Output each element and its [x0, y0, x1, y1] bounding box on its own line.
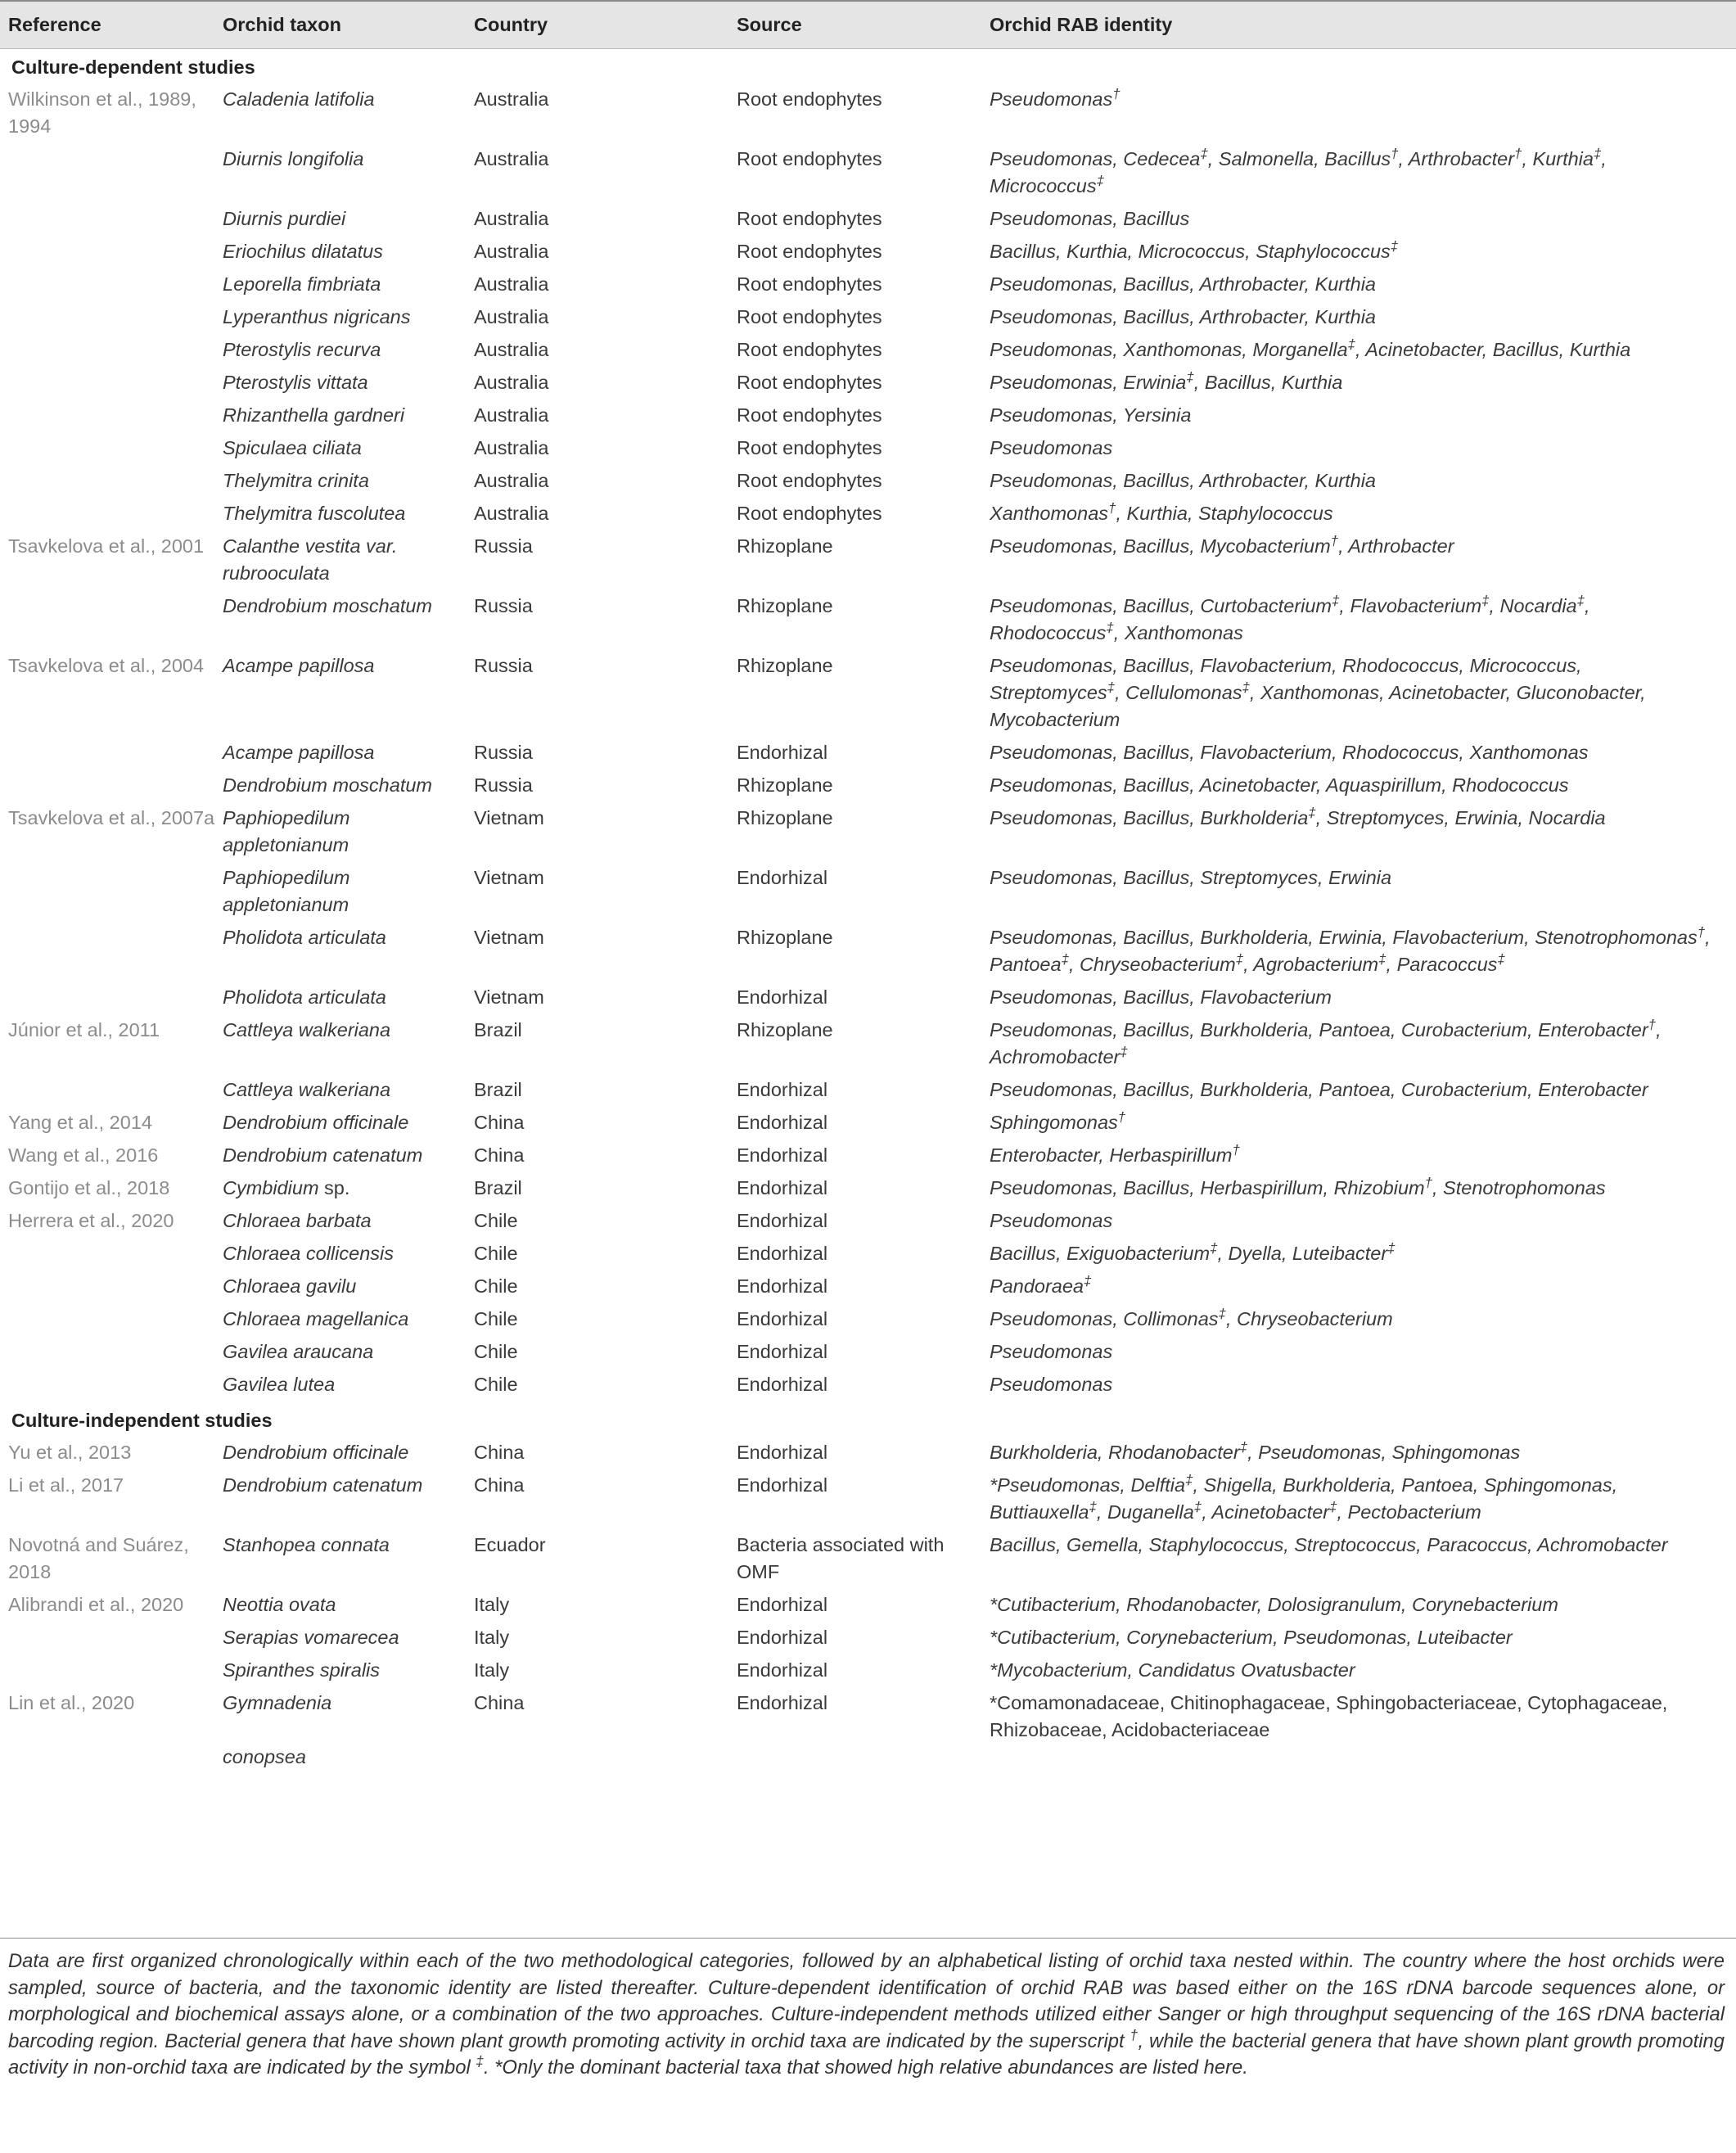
table-row — [0, 466, 1736, 499]
country-cell: Russia — [474, 741, 533, 763]
header-source: Source — [732, 1, 990, 48]
rab-identity-cell: Pseudomonas, Collimonas‡, Chryseobacterium — [990, 1305, 1393, 1329]
rab-identity-cell: Pandoraea‡ — [990, 1272, 1092, 1297]
source-cell: Root endophytes — [737, 436, 882, 458]
taxon-name: Thelymitra fuscolutea — [223, 502, 406, 524]
table-row — [0, 1623, 1736, 1655]
source-cell: Rhizoplane — [737, 1018, 833, 1040]
reference-cell: Lin et al., 2020 — [8, 1691, 135, 1713]
source-cell: Rhizoplane — [737, 535, 833, 557]
orchid-taxon-cell — [216, 1075, 474, 1108]
reference-cell — [0, 433, 216, 466]
table-row — [0, 1173, 1736, 1206]
table-row — [0, 531, 1736, 591]
table-row — [0, 1140, 1736, 1173]
orchid-taxon-cell — [216, 144, 474, 204]
orchid-taxon-cell — [216, 1108, 474, 1140]
rab-identity-cell: Pseudomonas, Bacillus — [990, 207, 1190, 229]
orchid-taxon-cell — [216, 204, 474, 237]
source-cell: Endorhizal — [737, 1340, 828, 1362]
source-cell: Endorhizal — [737, 1691, 828, 1713]
country-cell: China — [474, 1474, 525, 1496]
rab-identity-cell: Pseudomonas, Bacillus, Streptomyces, Erwinia — [990, 866, 1392, 888]
taxon-name: Cattleya walkeriana — [223, 1018, 391, 1040]
source-cell: Endorhizal — [737, 1209, 828, 1231]
table-row — [0, 1337, 1736, 1370]
rab-identity-cell: Pseudomonas — [990, 1340, 1113, 1362]
country-cell: Ecuador — [474, 1533, 546, 1555]
reference-cell — [0, 738, 216, 770]
country-cell: Italy — [474, 1593, 510, 1615]
reference-cell — [0, 1623, 216, 1655]
taxon-name: Pholidota articulata — [223, 986, 386, 1008]
header-rab-identity: Orchid RAB identity — [990, 1, 1736, 48]
rab-identity-cell: Pseudomonas, Bacillus, Arthrobacter, Kurthia — [990, 305, 1376, 327]
table-row — [0, 1438, 1736, 1470]
source-cell: Root endophytes — [737, 404, 882, 426]
orchid-taxon-cell — [216, 1590, 474, 1623]
reference-cell: Yu et al., 2013 — [8, 1441, 132, 1463]
table-row — [0, 770, 1736, 803]
table-row — [0, 803, 1736, 863]
rab-identity-cell: *Cutibacterium, Rhodanobacter, Dolosigranulum, Corynebacterium — [990, 1593, 1558, 1615]
rab-identity-cell: Burkholderia, Rhodanobacter‡, Pseudomonas, Sphingomonas — [990, 1438, 1521, 1463]
orchid-taxon-cell — [216, 433, 474, 466]
table-row — [0, 651, 1736, 738]
rab-identity-cell: Pseudomonas, Erwinia‡, Bacillus, Kurthia — [990, 368, 1343, 393]
orchid-taxon-cell — [216, 1530, 474, 1590]
country-cell: Brazil — [474, 1018, 522, 1040]
reference-cell — [0, 1075, 216, 1108]
rab-identity-cell: Pseudomonas, Bacillus, Arthrobacter, Kurthia — [990, 273, 1376, 295]
country-cell: China — [474, 1691, 525, 1713]
reference-cell: Gontijo et al., 2018 — [8, 1176, 170, 1198]
reference-cell — [0, 982, 216, 1015]
orchid-taxon-cell — [216, 1337, 474, 1370]
rab-identity-cell: Pseudomonas — [990, 436, 1113, 458]
reference-cell — [0, 144, 216, 204]
rab-identity-cell: Pseudomonas, Cedecea‡, Salmonella, Bacillus†, Arthrobacter†, Kurthia‡, Micrococcus‡ — [990, 145, 1607, 196]
reference-cell — [0, 591, 216, 651]
taxon-name: Acampe papillosa — [223, 654, 375, 676]
rab-identity-cell: Pseudomonas, Bacillus, Flavobacterium, Rhodococcus, Xanthomonas — [990, 741, 1589, 763]
rab-identity-cell: Bacillus, Gemella, Staphylococcus, Streptococcus, Paracoccus, Achromobacter — [990, 1533, 1668, 1555]
reference-cell — [0, 499, 216, 531]
reference-cell — [0, 466, 216, 499]
table-row — [0, 1530, 1736, 1590]
reference-cell — [0, 335, 216, 368]
rab-identity-cell: Bacillus, Exiguobacterium‡, Dyella, Luteibacter‡ — [990, 1239, 1396, 1264]
source-cell: Root endophytes — [737, 147, 882, 169]
table-row — [0, 923, 1736, 982]
orchid-taxon-cell — [216, 803, 474, 863]
country-cell: Brazil — [474, 1176, 522, 1198]
rab-identity-cell: *Pseudomonas, Delftia‡, Shigella, Burkholderia, Pantoea, Sphingomonas, Buttiauxella‡, Duganella‡, Acinetobacter‡, Pectobacterium — [990, 1471, 1618, 1523]
taxon-name: Chloraea magellanica — [223, 1307, 409, 1329]
orchid-taxon-cell — [216, 1655, 474, 1688]
country-cell: Vietnam — [474, 806, 544, 828]
taxon-name: Cymbidium — [223, 1176, 319, 1198]
reference-cell — [0, 1271, 216, 1304]
header-country: Country — [474, 1, 732, 48]
orchid-taxon-cell — [216, 1239, 474, 1271]
reference-cell — [0, 302, 216, 335]
orchid-taxon-cell — [216, 335, 474, 368]
country-cell: Australia — [474, 371, 549, 393]
source-cell: Rhizoplane — [737, 774, 833, 796]
source-cell: Root endophytes — [737, 371, 882, 393]
country-cell: Australia — [474, 273, 549, 295]
taxon-name: Pterostylis vittata — [223, 371, 368, 393]
reference-cell — [0, 1337, 216, 1370]
source-cell: Endorhizal — [737, 1111, 828, 1133]
reference-cell: Tsavkelova et al., 2007a — [8, 806, 215, 828]
source-cell: Endorhizal — [737, 1373, 828, 1395]
reference-cell — [0, 1655, 216, 1688]
reference-cell: Wilkinson et al., 1989, 1994 — [8, 88, 196, 137]
table-row — [0, 237, 1736, 269]
taxon-name: Neottia ovata — [223, 1593, 336, 1615]
reference-cell: Tsavkelova et al., 2001 — [8, 535, 205, 557]
source-cell: Endorhizal — [737, 866, 828, 888]
header-reference: Reference — [0, 1, 216, 48]
reference-cell — [0, 1370, 216, 1402]
table-row — [0, 1271, 1736, 1304]
orchid-taxon-cell — [216, 237, 474, 269]
table-row — [0, 1655, 1736, 1688]
reference-cell — [0, 770, 216, 803]
table-row — [0, 144, 1736, 204]
taxon-name: Dendrobium moschatum — [223, 774, 432, 796]
orchid-taxon-cell — [216, 738, 474, 770]
country-cell: Chile — [474, 1340, 518, 1362]
orchid-taxon-cell — [216, 1438, 474, 1470]
reference-cell — [0, 269, 216, 302]
orchid-taxon-cell — [216, 400, 474, 433]
country-cell: China — [474, 1144, 525, 1166]
reference-cell: Novotná and Suárez, 2018 — [8, 1533, 189, 1582]
source-cell: Endorhizal — [737, 1307, 828, 1329]
country-cell: Chile — [474, 1242, 518, 1264]
section-row — [0, 1402, 1736, 1438]
taxon-name: Spiculaea ciliata — [223, 436, 362, 458]
taxon-name: Diurnis longifolia — [223, 147, 364, 169]
source-cell: Endorhizal — [737, 1176, 828, 1198]
source-cell: Rhizoplane — [737, 806, 833, 828]
table-row — [0, 1304, 1736, 1337]
rab-identity-cell: Pseudomonas, Yersinia — [990, 404, 1192, 426]
taxon-name: Eriochilus dilatatus — [223, 240, 383, 262]
reference-cell — [0, 400, 216, 433]
country-cell: Russia — [474, 594, 533, 616]
source-cell: Root endophytes — [737, 273, 882, 295]
source-cell: Endorhizal — [737, 1275, 828, 1297]
taxon-name: Chloraea barbata — [223, 1209, 372, 1231]
reference-cell — [0, 368, 216, 400]
rab-identity-cell: Pseudomonas, Bacillus, Mycobacterium†, Arthrobacter — [990, 532, 1454, 557]
rab-identity-cell: Pseudomonas, Bacillus, Flavobacterium, Rhodococcus, Micrococcus, Streptomyces‡, Cellulomonas‡, Xanthomonas, Acinetobacter, Gluconobacter, Mycobacterium — [990, 654, 1646, 730]
source-cell: Endorhizal — [737, 1659, 828, 1681]
reference-cell: Yang et al., 2014 — [8, 1111, 152, 1133]
table-row — [0, 1015, 1736, 1075]
orchid-taxon-cell — [216, 269, 474, 302]
rab-identity-cell: Pseudomonas, Bacillus, Arthrobacter, Kurthia — [990, 469, 1376, 491]
reference-cell — [0, 923, 216, 982]
taxon-name: Serapias vomarecea — [223, 1626, 399, 1648]
rab-identity-cell: *Comamonadaceae, Chitinophagaceae, Sphingobacteriaceae, Cytophagaceae, Rhizobaceae, Acidobacteriaceae — [990, 1691, 1668, 1740]
table-row — [0, 335, 1736, 368]
orchid-taxon-cell — [216, 1623, 474, 1655]
rab-identity-cell: Pseudomonas, Bacillus, Burkholderia, Erwinia, Flavobacterium, Stenotrophomonas†, Pantoea‡, Chryseobacterium‡, Agrobacterium‡, Paracoccus‡ — [990, 923, 1711, 975]
table-row — [0, 204, 1736, 237]
country-cell: Australia — [474, 240, 549, 262]
taxon-name: Gavilea araucana — [223, 1340, 374, 1362]
source-cell: Endorhizal — [737, 1474, 828, 1496]
table-row — [0, 84, 1736, 144]
country-cell: China — [474, 1111, 525, 1133]
source-cell: Root endophytes — [737, 207, 882, 229]
rab-identity-cell: Pseudomonas† — [990, 85, 1121, 110]
table-row — [0, 400, 1736, 433]
taxon-name: Dendrobium catenatum — [223, 1144, 423, 1166]
country-cell: Chile — [474, 1209, 518, 1231]
rab-identity-cell: *Cutibacterium, Corynebacterium, Pseudomonas, Luteibacter — [990, 1626, 1513, 1648]
taxon-name: Leporella fimbriata — [223, 273, 381, 295]
source-cell: Endorhizal — [737, 741, 828, 763]
country-cell: Vietnam — [474, 986, 544, 1008]
country-cell: Russia — [474, 535, 533, 557]
table-row — [0, 1370, 1736, 1402]
rab-identity-cell: *Mycobacterium, Candidatus Ovatusbacter — [990, 1659, 1355, 1681]
taxon-name: Chloraea gavilu — [223, 1275, 357, 1297]
taxon-name: Lyperanthus nigricans — [223, 305, 411, 327]
reference-cell — [0, 204, 216, 237]
orchid-taxon-cell — [216, 982, 474, 1015]
orchid-taxon-cell — [216, 863, 474, 923]
table-row — [0, 591, 1736, 651]
reference-cell — [0, 863, 216, 923]
reference-cell — [0, 1304, 216, 1337]
reference-cell: Tsavkelova et al., 2004 — [8, 654, 205, 676]
orchid-taxon-cell — [216, 302, 474, 335]
rab-identity-cell: Pseudomonas, Bacillus, Burkholderia, Pantoea, Curobacterium, Enterobacter†, Achromobacter‡ — [990, 1016, 1662, 1067]
reference-cell: Li et al., 2017 — [8, 1474, 124, 1496]
source-cell: Rhizoplane — [737, 926, 833, 948]
table-row — [0, 302, 1736, 335]
orchid-taxon-cell — [216, 1688, 474, 1779]
orchid-taxon-cell — [216, 1304, 474, 1337]
rab-identity-cell: Enterobacter, Herbaspirillum† — [990, 1141, 1240, 1166]
table-row — [0, 1590, 1736, 1623]
rab-identity-cell: Bacillus, Kurthia, Micrococcus, Staphylococcus‡ — [990, 237, 1399, 262]
table-row — [0, 269, 1736, 302]
taxon-name: Pterostylis recurva — [223, 338, 381, 360]
country-cell: Russia — [474, 774, 533, 796]
header-row — [0, 1, 1736, 48]
rab-identity-cell: Pseudomonas, Bacillus, Acinetobacter, Aquaspirillum, Rhodococcus — [990, 774, 1569, 796]
orchid-taxon-cell — [216, 1206, 474, 1239]
taxon-name: Acampe papillosa — [223, 741, 375, 763]
orchid-taxon-cell — [216, 770, 474, 803]
rab-identity-cell: Pseudomonas, Bacillus, Herbaspirillum, Rhizobium†, Stenotrophomonas — [990, 1174, 1606, 1198]
source-cell: Root endophytes — [737, 502, 882, 524]
taxon-name-line2: conopsea — [223, 1745, 306, 1767]
country-cell: Australia — [474, 147, 549, 169]
rab-identity-cell: Pseudomonas, Bacillus, Burkholderia‡, Streptomyces, Erwinia, Nocardia — [990, 804, 1606, 828]
taxon-name: Gavilea lutea — [223, 1373, 336, 1395]
source-cell: Endorhizal — [737, 1441, 828, 1463]
table-row — [0, 738, 1736, 770]
table-row — [0, 1688, 1736, 1779]
country-cell: Australia — [474, 469, 549, 491]
taxon-name: Gymnadenia — [223, 1691, 332, 1713]
table-footnote: Data are first organized chronologically within each of the two methodological categories, followed by an alphabetical listing of orchid taxa nested within. The country where the host orchids were sampled, source of bacteria, and the taxonomic identity are listed thereafter. Culture-dependent identification of orchid RAB was based either on the 16S rDNA barcode sequences alone, or morphological and biochemical assays alone, or a combination of the two approaches. Culture-independent methods utilized either Sanger or high throughput sequencing of the 16S rDNA bacterial barcoding region. Bacterial genera that have shown plant growth promoting activity in orchid taxa are indicated by the superscript †, while the bacterial genera that have shown plant growth promoting activity in non-orchid taxa are indicated by the symbol ‡. *Only the dominant bacterial taxa that showed high relative abundances are listed here. — [0, 1938, 1736, 2082]
orchid-taxon-cell — [216, 1173, 474, 1206]
orchid-taxon-cell — [216, 499, 474, 531]
table-row — [0, 1239, 1736, 1271]
orchid-taxon-cell — [216, 466, 474, 499]
reference-cell: Júnior et al., 2011 — [8, 1018, 160, 1040]
orchid-taxon-cell — [216, 1140, 474, 1173]
taxon-name: Paphiopedilum appletonianum — [223, 806, 350, 855]
section-title: Culture-dependent studies — [0, 48, 1736, 84]
orchid-taxon-cell — [216, 368, 474, 400]
taxon-name: Dendrobium catenatum — [223, 1474, 423, 1496]
country-cell: Russia — [474, 654, 533, 676]
reference-cell — [0, 237, 216, 269]
rab-identity-cell: Sphingomonas† — [990, 1108, 1126, 1133]
taxon-name: Chloraea collicensis — [223, 1242, 394, 1264]
taxon-name: Pholidota articulata — [223, 926, 386, 948]
orchid-taxon-cell — [216, 923, 474, 982]
taxon-name: Dendrobium officinale — [223, 1111, 409, 1133]
orchid-taxon-cell — [216, 591, 474, 651]
header-orchid-taxon: Orchid taxon — [216, 1, 474, 48]
table-body — [0, 48, 1736, 1779]
source-cell: Root endophytes — [737, 88, 882, 110]
table-row — [0, 863, 1736, 923]
country-cell: Italy — [474, 1659, 510, 1681]
source-cell: Endorhizal — [737, 1144, 828, 1166]
orchid-taxon-cell — [216, 1271, 474, 1304]
country-cell: Australia — [474, 436, 549, 458]
taxon-name: Dendrobium moschatum — [223, 594, 432, 616]
country-cell: Vietnam — [474, 926, 544, 948]
taxon-name: Paphiopedilum appletonianum — [223, 866, 350, 915]
rab-identity-cell: Pseudomonas, Xanthomonas, Morganella‡, Acinetobacter, Bacillus, Kurthia — [990, 336, 1631, 360]
rab-identity-cell: Pseudomonas — [990, 1209, 1113, 1231]
source-cell: Endorhizal — [737, 1078, 828, 1100]
rab-identity-cell: Xanthomonas†, Kurthia, Staphylococcus — [990, 499, 1333, 524]
country-cell: Australia — [474, 404, 549, 426]
country-cell: Chile — [474, 1275, 518, 1297]
reference-cell — [0, 1239, 216, 1271]
section-row — [0, 48, 1736, 84]
taxon-name: Spiranthes spiralis — [223, 1659, 381, 1681]
source-cell: Endorhizal — [737, 986, 828, 1008]
source-cell: Root endophytes — [737, 240, 882, 262]
rab-identity-cell: Pseudomonas, Bacillus, Flavobacterium — [990, 986, 1332, 1008]
taxon-name: Calanthe vestita var. rubrooculata — [223, 535, 398, 584]
source-cell: Rhizoplane — [737, 654, 833, 676]
table-row — [0, 1108, 1736, 1140]
country-cell: Brazil — [474, 1078, 522, 1100]
source-cell: Endorhizal — [737, 1626, 828, 1648]
country-cell: China — [474, 1441, 525, 1463]
table-row — [0, 982, 1736, 1015]
reference-cell: Wang et al., 2016 — [8, 1144, 159, 1166]
orchid-taxon-cell — [216, 531, 474, 591]
country-cell: Australia — [474, 88, 549, 110]
source-cell: Root endophytes — [737, 469, 882, 491]
country-cell: Chile — [474, 1307, 518, 1329]
country-cell: Australia — [474, 502, 549, 524]
taxon-name: Cattleya walkeriana — [223, 1078, 391, 1100]
country-cell: Australia — [474, 207, 549, 229]
source-cell: Bacteria associated with OMF — [737, 1533, 945, 1582]
orchid-taxon-cell — [216, 84, 474, 144]
source-cell: Endorhizal — [737, 1242, 828, 1264]
rab-identity-cell: Pseudomonas, Bacillus, Curtobacterium‡, Flavobacterium‡, Nocardia‡, Rhodococcus‡, Xanthomonas — [990, 592, 1590, 643]
source-cell: Root endophytes — [737, 305, 882, 327]
country-cell: Australia — [474, 338, 549, 360]
table-header — [0, 1, 1736, 48]
source-cell: Endorhizal — [737, 1593, 828, 1615]
table-row — [0, 1206, 1736, 1239]
country-cell: Australia — [474, 305, 549, 327]
taxon-name: Stanhopea connata — [223, 1533, 390, 1555]
taxon-suffix: sp. — [318, 1176, 350, 1198]
country-cell: Vietnam — [474, 866, 544, 888]
taxon-name: Diurnis purdiei — [223, 207, 346, 229]
taxon-name: Dendrobium officinale — [223, 1441, 409, 1463]
taxon-name: Rhizanthella gardneri — [223, 404, 405, 426]
table-row — [0, 433, 1736, 466]
country-cell: Italy — [474, 1626, 510, 1648]
source-cell: Rhizoplane — [737, 594, 833, 616]
country-cell: Chile — [474, 1373, 518, 1395]
reference-cell: Herrera et al., 2020 — [8, 1209, 174, 1231]
reference-cell: Alibrandi et al., 2020 — [8, 1593, 184, 1615]
rab-identity-cell: Pseudomonas, Bacillus, Burkholderia, Pantoea, Curobacterium, Enterobacter — [990, 1078, 1648, 1100]
source-cell: Root endophytes — [737, 338, 882, 360]
orchid-taxon-cell — [216, 1470, 474, 1530]
table-row — [0, 368, 1736, 400]
orchid-taxon-cell — [216, 1370, 474, 1402]
taxon-name: Caladenia latifolia — [223, 88, 375, 110]
taxon-name: Thelymitra crinita — [223, 469, 369, 491]
rab-identity-cell: Pseudomonas — [990, 1373, 1113, 1395]
orchid-taxon-cell — [216, 1015, 474, 1075]
section-title: Culture-independent studies — [11, 1409, 273, 1431]
table-row — [0, 1075, 1736, 1108]
table-row — [0, 499, 1736, 531]
orchid-taxon-cell — [216, 651, 474, 738]
table-row — [0, 1470, 1736, 1530]
